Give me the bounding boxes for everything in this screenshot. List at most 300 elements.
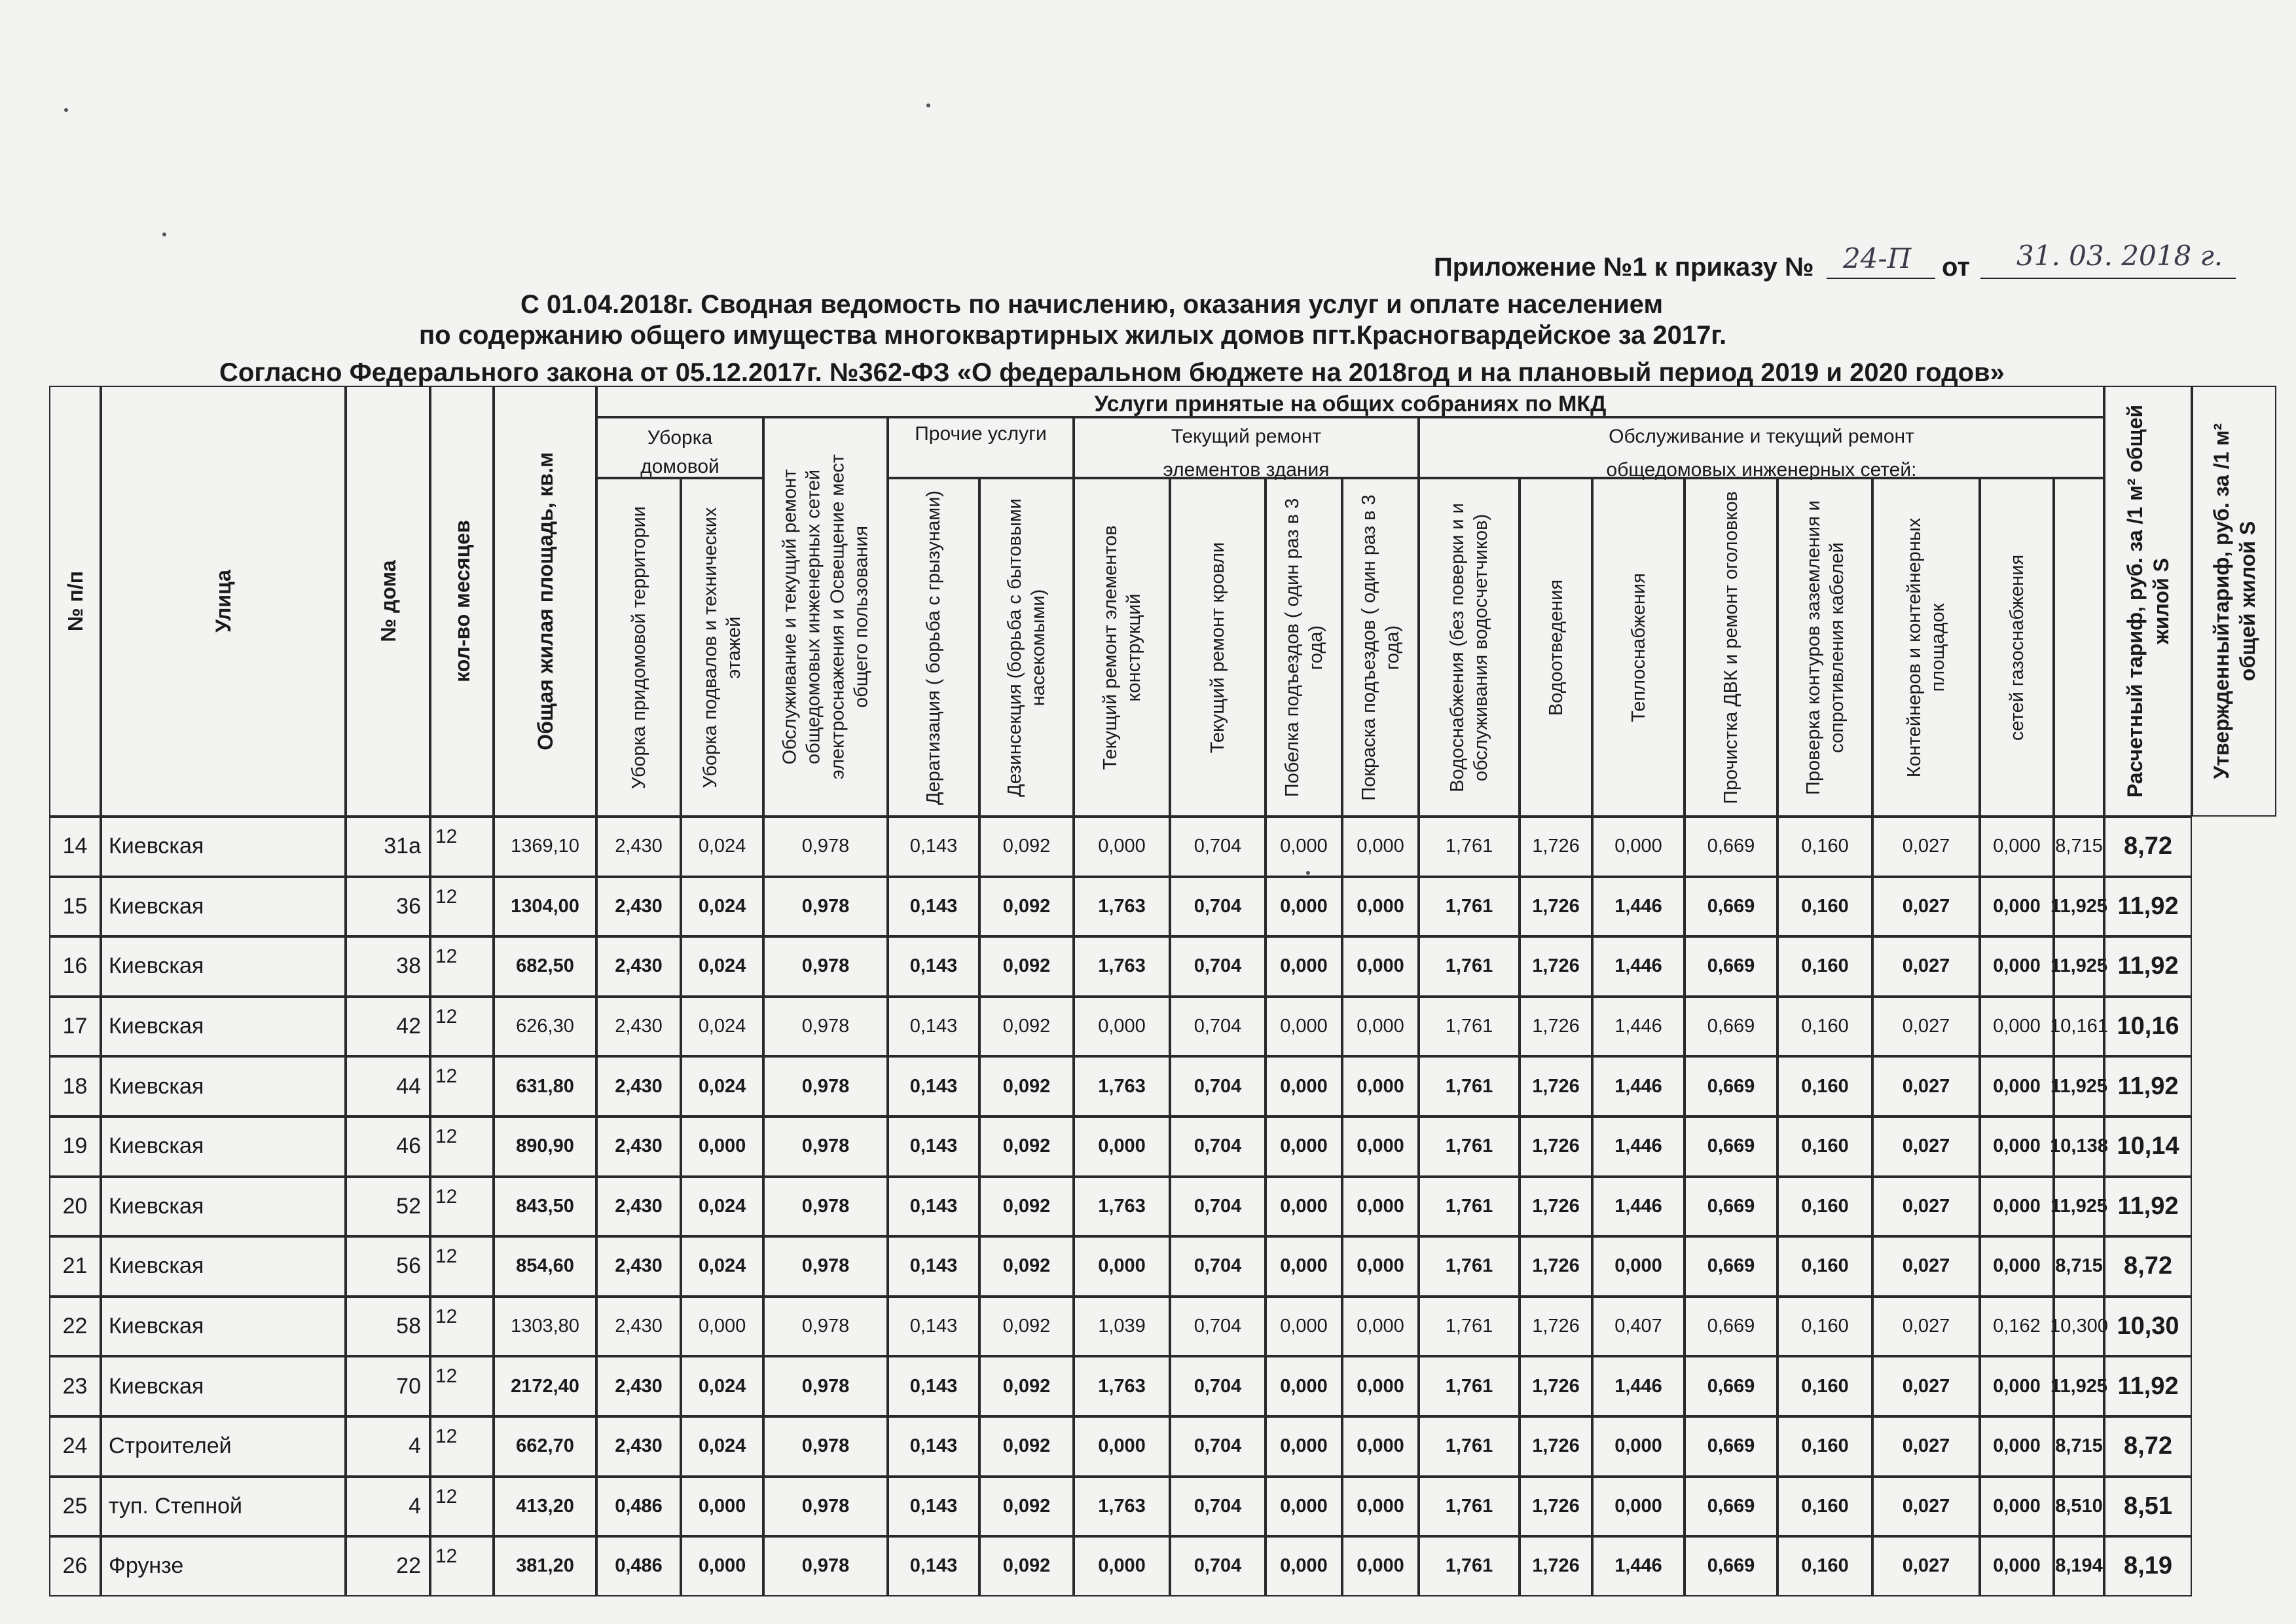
col-header-repair-roof: Текущий ремонт кровли [1170,478,1266,817]
col-header-deratization: Дератизация ( борьба с грызунами) [888,478,979,817]
value-cell: 0,092 [979,1177,1074,1237]
value-cell: 0,000 [1266,877,1342,937]
months-cell: 12 [430,1056,494,1116]
area-cell: 1303,80 [494,1297,596,1357]
title-line-2: по содержанию общего имущества многоквартирных жилых домов пгт.Красногвардейское за 2017г. [419,321,1727,350]
value-cell: 0,704 [1170,1056,1266,1116]
value-cell: 1,763 [1074,877,1170,937]
value-cell: 0,669 [1685,1236,1777,1297]
value-cell: 0,143 [888,1416,979,1477]
value-cell: 0,669 [1685,1416,1777,1477]
value-cell: 0,143 [888,817,979,877]
value-cell: 0,704 [1170,1536,1266,1596]
value-cell: 0,160 [1777,817,1872,877]
value-cell: 0,024 [681,877,763,937]
row-number: 24 [49,1416,101,1477]
street-cell: Киевская [101,1356,346,1416]
value-cell: 0,000 [1074,1236,1170,1297]
value-cell: 0,000 [1342,1297,1419,1357]
house-cell: 4 [346,1477,430,1537]
value-cell: 1,761 [1419,1236,1520,1297]
house-cell: 44 [346,1056,430,1116]
value-cell: 0,000 [1074,1116,1170,1177]
value-cell: 0,978 [763,1477,888,1537]
value-cell: 1,763 [1074,1356,1170,1416]
approved-tariff-cell: 8,19 [2104,1536,2192,1596]
value-cell: 0,000 [1342,997,1419,1057]
approved-tariff-cell: 10,14 [2104,1116,2192,1177]
value-cell: 1,726 [1520,1416,1592,1477]
value-cell: 0,704 [1170,1236,1266,1297]
value-cell: 0,704 [1170,1356,1266,1416]
tariff-table [50,386,2277,1591]
col-header-painting: Покраска подъездов ( один раз в 3 года) [1342,478,1419,817]
value-cell: 0,704 [1170,1297,1266,1357]
months-cell: 12 [430,817,494,877]
value-cell: 1,446 [1592,1056,1685,1116]
value-cell: 0,027 [1872,1536,1980,1596]
value-cell: 0,143 [888,877,979,937]
value-cell: 0,092 [979,1536,1074,1596]
value-cell: 1,039 [1074,1297,1170,1357]
value-cell: 8,715 [2054,1416,2104,1477]
value-cell: 0,000 [1980,1236,2054,1297]
value-cell: 0,024 [681,1177,763,1237]
value-cell: 1,446 [1592,877,1685,937]
months-cell: 12 [430,1356,494,1416]
value-cell: 1,726 [1520,997,1592,1057]
value-cell: 0,160 [1777,1536,1872,1596]
value-cell: 0,978 [763,1297,888,1357]
row-number: 14 [49,817,101,877]
value-cell: 1,726 [1520,1116,1592,1177]
row-number: 15 [49,877,101,937]
value-cell: 0,669 [1685,1477,1777,1537]
value-cell: 8,715 [2054,1236,2104,1297]
value-cell: 1,761 [1419,1056,1520,1116]
street-cell: Киевская [101,1297,346,1357]
value-cell: 0,000 [1342,1116,1419,1177]
value-cell: 0,143 [888,936,979,997]
area-cell: 1369,10 [494,817,596,877]
col-header-heating: Теплоснабжения [1592,478,1685,817]
area-cell: 890,90 [494,1116,596,1177]
order-date-underline [1980,278,2236,279]
value-cell: 0,160 [1777,936,1872,997]
value-cell: 1,726 [1520,936,1592,997]
value-cell: 1,761 [1419,1536,1520,1596]
col-header-networks-group: Обслуживание и текущий ремонт общедомовых инженерных сетей: [1419,417,2104,478]
value-cell: 0,160 [1777,1356,1872,1416]
value-cell: 0,669 [1685,1056,1777,1116]
value-cell: 0,000 [1342,1056,1419,1116]
value-cell: 1,761 [1419,1177,1520,1237]
value-cell: 0,000 [1266,1477,1342,1537]
value-cell: 0,000 [1074,997,1170,1057]
value-cell: 0,027 [1872,1056,1980,1116]
col-header-approved-tariff: Утвержденныйтариф, руб. за /1 м² общей жилой S [2192,386,2276,817]
row-number: 26 [49,1536,101,1596]
appendix-label: Приложение №1 к приказу № [1434,253,1814,282]
value-cell: 8,194 [2054,1536,2104,1596]
approved-tariff-cell: 8,72 [2104,1416,2192,1477]
value-cell: 0,000 [1342,1356,1419,1416]
value-cell: 0,000 [681,1477,763,1537]
col-header-calc-tariff-cell: Расчетный тариф, руб. за /1 м² общей жилой S [2104,386,2192,817]
street-cell: Киевская [101,817,346,877]
value-cell: 0,978 [763,877,888,937]
value-cell: 2,430 [596,877,681,937]
value-cell: 0,143 [888,1177,979,1237]
value-cell: 2,430 [596,817,681,877]
value-cell: 2,430 [596,1116,681,1177]
value-cell: 0,000 [1342,877,1419,937]
row-number: 19 [49,1116,101,1177]
value-cell: 11,925 [2054,1056,2104,1116]
value-cell: 0,027 [1872,936,1980,997]
value-cell: 1,763 [1074,936,1170,997]
value-cell: 0,092 [979,1236,1074,1297]
value-cell: 0,160 [1777,1177,1872,1237]
value-cell: 0,000 [681,1536,763,1596]
value-cell: 0,160 [1777,1116,1872,1177]
months-cell: 12 [430,1297,494,1357]
value-cell: 0,027 [1872,997,1980,1057]
from-label: от [1942,253,1971,282]
value-cell: 0,000 [1266,1536,1342,1596]
value-cell: 0,000 [1980,1177,2054,1237]
value-cell: 0,000 [1342,1536,1419,1596]
value-cell: 0,143 [888,1536,979,1596]
value-cell: 0,000 [1074,1416,1170,1477]
value-cell: 0,160 [1777,1416,1872,1477]
value-cell: 0,704 [1170,1116,1266,1177]
value-cell: 1,446 [1592,1356,1685,1416]
col-header-services-group: Услуги принятые на общих собраниях по МКД [596,386,2104,417]
value-cell: 0,000 [1342,817,1419,877]
title-line-3: Согласно Федерального закона от 05.12.2017г. №362-ФЗ «О федеральном бюджете на 2018год и на плановый период 2019 и 2020 годов» [219,358,2005,387]
approved-tariff-cell: 11,92 [2104,1056,2192,1116]
approved-tariff-cell: 8,51 [2104,1477,2192,1537]
area-cell: 1304,00 [494,877,596,937]
col-header-grounding: Проверка контуров заземления и сопротивления кабелей [1777,478,1872,817]
value-cell: 0,092 [979,997,1074,1057]
col-header-num: № п/п [49,386,101,817]
scan-speck [1306,871,1310,875]
row-number: 17 [49,997,101,1057]
value-cell: 2,430 [596,1236,681,1297]
value-cell: 0,000 [1980,936,2054,997]
value-cell: 11,925 [2054,936,2104,997]
value-cell: 0,000 [1980,1536,2054,1596]
value-cell: 0,000 [1266,1297,1342,1357]
value-cell: 0,027 [1872,1116,1980,1177]
approved-tariff-cell: 11,92 [2104,1356,2192,1416]
value-cell: 0,669 [1685,936,1777,997]
value-cell: 0,024 [681,1356,763,1416]
value-cell: 0,143 [888,1297,979,1357]
value-cell: 0,160 [1777,1477,1872,1537]
value-cell: 0,704 [1170,1177,1266,1237]
value-cell: 0,669 [1685,1356,1777,1416]
value-cell: 0,160 [1777,1056,1872,1116]
value-cell: 0,000 [1342,1477,1419,1537]
area-cell: 854,60 [494,1236,596,1297]
house-cell: 56 [346,1236,430,1297]
value-cell: 8,510 [2054,1477,2104,1537]
value-cell: 0,092 [979,877,1074,937]
scan-speck [926,103,930,107]
value-cell: 1,726 [1520,1236,1592,1297]
value-cell: 0,092 [979,936,1074,997]
col-header-street: Улица [101,386,346,817]
col-header-drainage: Водоотведения [1520,478,1592,817]
value-cell: 0,704 [1170,1416,1266,1477]
value-cell: 0,024 [681,1416,763,1477]
value-cell: 10,300 [2054,1297,2104,1357]
house-cell: 52 [346,1177,430,1237]
value-cell: 1,761 [1419,1297,1520,1357]
value-cell: 0,000 [1980,1477,2054,1537]
value-cell: 0,669 [1685,1177,1777,1237]
value-cell: 0,000 [1074,817,1170,877]
value-cell: 0,024 [681,1236,763,1297]
row-number: 20 [49,1177,101,1237]
value-cell: 2,430 [596,997,681,1057]
value-cell: 1,763 [1074,1177,1170,1237]
col-header-months: кол-во месяцев [430,386,494,817]
house-cell: 4 [346,1416,430,1477]
value-cell: 0,092 [979,817,1074,877]
value-cell: 0,000 [1980,877,2054,937]
value-cell: 0,024 [681,936,763,997]
value-cell: 0,000 [1266,1236,1342,1297]
order-number-underline [1827,278,1935,279]
value-cell: 0,024 [681,1056,763,1116]
value-cell: 0,027 [1872,1416,1980,1477]
value-cell: 1,446 [1592,1116,1685,1177]
row-number: 16 [49,936,101,997]
value-cell: 2,430 [596,1356,681,1416]
order-number: 24-П [1843,242,1912,274]
value-cell: 1,761 [1419,997,1520,1057]
value-cell: 0,143 [888,1356,979,1416]
value-cell: 0,704 [1170,877,1266,937]
col-header-containers: Контейнеров и контейнерных площадок [1872,478,1980,817]
value-cell: 0,143 [888,1056,979,1116]
col-header-gas-spacer [2054,478,2104,817]
house-cell: 58 [346,1297,430,1357]
value-cell: 0,000 [1980,1116,2054,1177]
row-number: 18 [49,1056,101,1116]
order-date: 31. 03. 2018 г. [2016,240,2223,272]
value-cell: 0,000 [1074,1536,1170,1596]
value-cell: 0,669 [1685,877,1777,937]
value-cell: 2,430 [596,1416,681,1477]
months-cell: 12 [430,1177,494,1237]
value-cell: 1,726 [1520,817,1592,877]
col-header-whitewash: Побелка подъездов ( один раз в 3 года) [1266,478,1342,817]
col-header-cleaning-territory: Уборка придомовой территории [596,478,681,817]
value-cell: 0,000 [1980,997,2054,1057]
col-header-cleaning-basement: Уборка подвалов и технических этажей [681,478,763,817]
col-header-house: № дома [346,386,430,817]
value-cell: 1,761 [1419,817,1520,877]
months-cell: 12 [430,1477,494,1537]
months-cell: 12 [430,1536,494,1596]
value-cell: 0,978 [763,1116,888,1177]
value-cell: 0,000 [1980,817,2054,877]
col-header-repair-structures: Текущий ремонт элементов конструкций [1074,478,1170,817]
months-cell: 12 [430,877,494,937]
value-cell: 0,024 [681,997,763,1057]
title-line-1: С 01.04.2018г. Сводная ведомость по начислению, оказания услуг и оплате населением [520,290,1664,319]
value-cell: 0,669 [1685,1297,1777,1357]
value-cell: 0,000 [1592,1416,1685,1477]
value-cell: 0,000 [1342,1177,1419,1237]
area-cell: 626,30 [494,997,596,1057]
value-cell: 0,027 [1872,1477,1980,1537]
value-cell: 0,704 [1170,936,1266,997]
street-cell: Киевская [101,936,346,997]
value-cell: 0,160 [1777,1297,1872,1357]
house-cell: 36 [346,877,430,937]
value-cell: 0,000 [1592,1477,1685,1537]
value-cell: 0,143 [888,1477,979,1537]
value-cell: 0,160 [1777,1236,1872,1297]
months-cell: 12 [430,997,494,1057]
value-cell: 1,763 [1074,1056,1170,1116]
value-cell: 0,000 [1342,936,1419,997]
value-cell: 0,092 [979,1356,1074,1416]
value-cell: 0,143 [888,1236,979,1297]
value-cell: 1,726 [1520,1177,1592,1237]
value-cell: 0,000 [1592,1236,1685,1297]
value-cell: 2,430 [596,1297,681,1357]
row-number: 23 [49,1356,101,1416]
value-cell: 0,000 [1266,997,1342,1057]
value-cell: 0,160 [1777,997,1872,1057]
house-cell: 31а [346,817,430,877]
value-cell: 0,000 [1980,1056,2054,1116]
col-header-electric: Обслуживание и текущий ремонт общедомовых инженерных сетей электроснажения и Освещение мест общего пользования [763,417,888,817]
months-cell: 12 [430,936,494,997]
street-cell: Фрунзе [101,1536,346,1596]
value-cell: 0,978 [763,1416,888,1477]
row-number: 22 [49,1297,101,1357]
value-cell: 0,000 [1592,817,1685,877]
value-cell: 2,430 [596,1056,681,1116]
row-number: 21 [49,1236,101,1297]
value-cell: 0,092 [979,1297,1074,1357]
value-cell: 0,704 [1170,997,1266,1057]
value-cell: 11,925 [2054,1177,2104,1237]
approved-tariff-cell: 11,92 [2104,936,2192,997]
value-cell: 0,000 [681,1297,763,1357]
value-cell: 0,000 [1266,1416,1342,1477]
street-cell: Киевская [101,997,346,1057]
approved-tariff-cell: 11,92 [2104,1177,2192,1237]
col-header-water-supply: Водоснабжения (без поверки и и обслуживания водосчетчиков) [1419,478,1520,817]
value-cell: 0,027 [1872,1236,1980,1297]
value-cell: 0,978 [763,1356,888,1416]
value-cell: 1,446 [1592,1536,1685,1596]
value-cell: 0,669 [1685,1116,1777,1177]
col-header-disinsection: Дезинсекция (борьба с бытовыми насекомыми) [979,478,1074,817]
approved-tariff-cell: 8,72 [2104,817,2192,877]
value-cell: 1,446 [1592,997,1685,1057]
months-cell: 12 [430,1116,494,1177]
row-number: 25 [49,1477,101,1537]
value-cell: 0,160 [1777,877,1872,937]
value-cell: 0,000 [1980,1416,2054,1477]
area-cell: 413,20 [494,1477,596,1537]
value-cell: 11,925 [2054,877,2104,937]
house-cell: 70 [346,1356,430,1416]
value-cell: 0,978 [763,1177,888,1237]
value-cell: 0,027 [1872,817,1980,877]
value-cell: 0,486 [596,1477,681,1537]
value-cell: 1,726 [1520,1056,1592,1116]
value-cell: 0,978 [763,1536,888,1596]
value-cell: 1,761 [1419,877,1520,937]
area-cell: 662,70 [494,1416,596,1477]
approved-tariff-cell: 8,72 [2104,1236,2192,1297]
col-header-area: Общая жилая площадь, кв.м [494,386,596,817]
approved-tariff-cell: 11,92 [2104,877,2192,937]
value-cell: 0,000 [1266,1177,1342,1237]
months-cell: 12 [430,1236,494,1297]
approved-tariff-cell: 10,30 [2104,1297,2192,1357]
street-cell: Киевская [101,1056,346,1116]
value-cell: 8,715 [2054,817,2104,877]
value-cell: 0,143 [888,1116,979,1177]
value-cell: 0,162 [1980,1297,2054,1357]
house-cell: 42 [346,997,430,1057]
area-cell: 631,80 [494,1056,596,1116]
value-cell: 0,704 [1170,817,1266,877]
value-cell: 1,446 [1592,936,1685,997]
value-cell: 0,669 [1685,817,1777,877]
value-cell: 1,763 [1074,1477,1170,1537]
value-cell: 0,027 [1872,877,1980,937]
value-cell: 10,138 [2054,1116,2104,1177]
value-cell: 0,027 [1872,1356,1980,1416]
value-cell: 0,092 [979,1477,1074,1537]
col-header-other-group: Прочие услуги [888,417,1074,478]
value-cell: 0,143 [888,997,979,1057]
value-cell: 0,978 [763,1236,888,1297]
value-cell: 0,000 [1980,1356,2054,1416]
value-cell: 0,000 [1266,1356,1342,1416]
value-cell: 1,726 [1520,1536,1592,1596]
value-cell: 0,669 [1685,1536,1777,1596]
house-cell: 38 [346,936,430,997]
value-cell: 1,726 [1520,1356,1592,1416]
value-cell: 1,761 [1419,1356,1520,1416]
col-header-chimney: Прочистка ДВК и ремонт оголовков [1685,478,1777,817]
street-cell: Киевская [101,1116,346,1177]
value-cell: 2,430 [596,1177,681,1237]
area-cell: 381,20 [494,1536,596,1596]
value-cell: 0,978 [763,817,888,877]
value-cell: 0,027 [1872,1297,1980,1357]
value-cell: 10,161 [2054,997,2104,1057]
value-cell: 0,092 [979,1056,1074,1116]
value-cell: 0,000 [681,1116,763,1177]
col-header-cleaning-group: Уборка домовой [596,417,763,478]
value-cell: 0,000 [1266,1056,1342,1116]
